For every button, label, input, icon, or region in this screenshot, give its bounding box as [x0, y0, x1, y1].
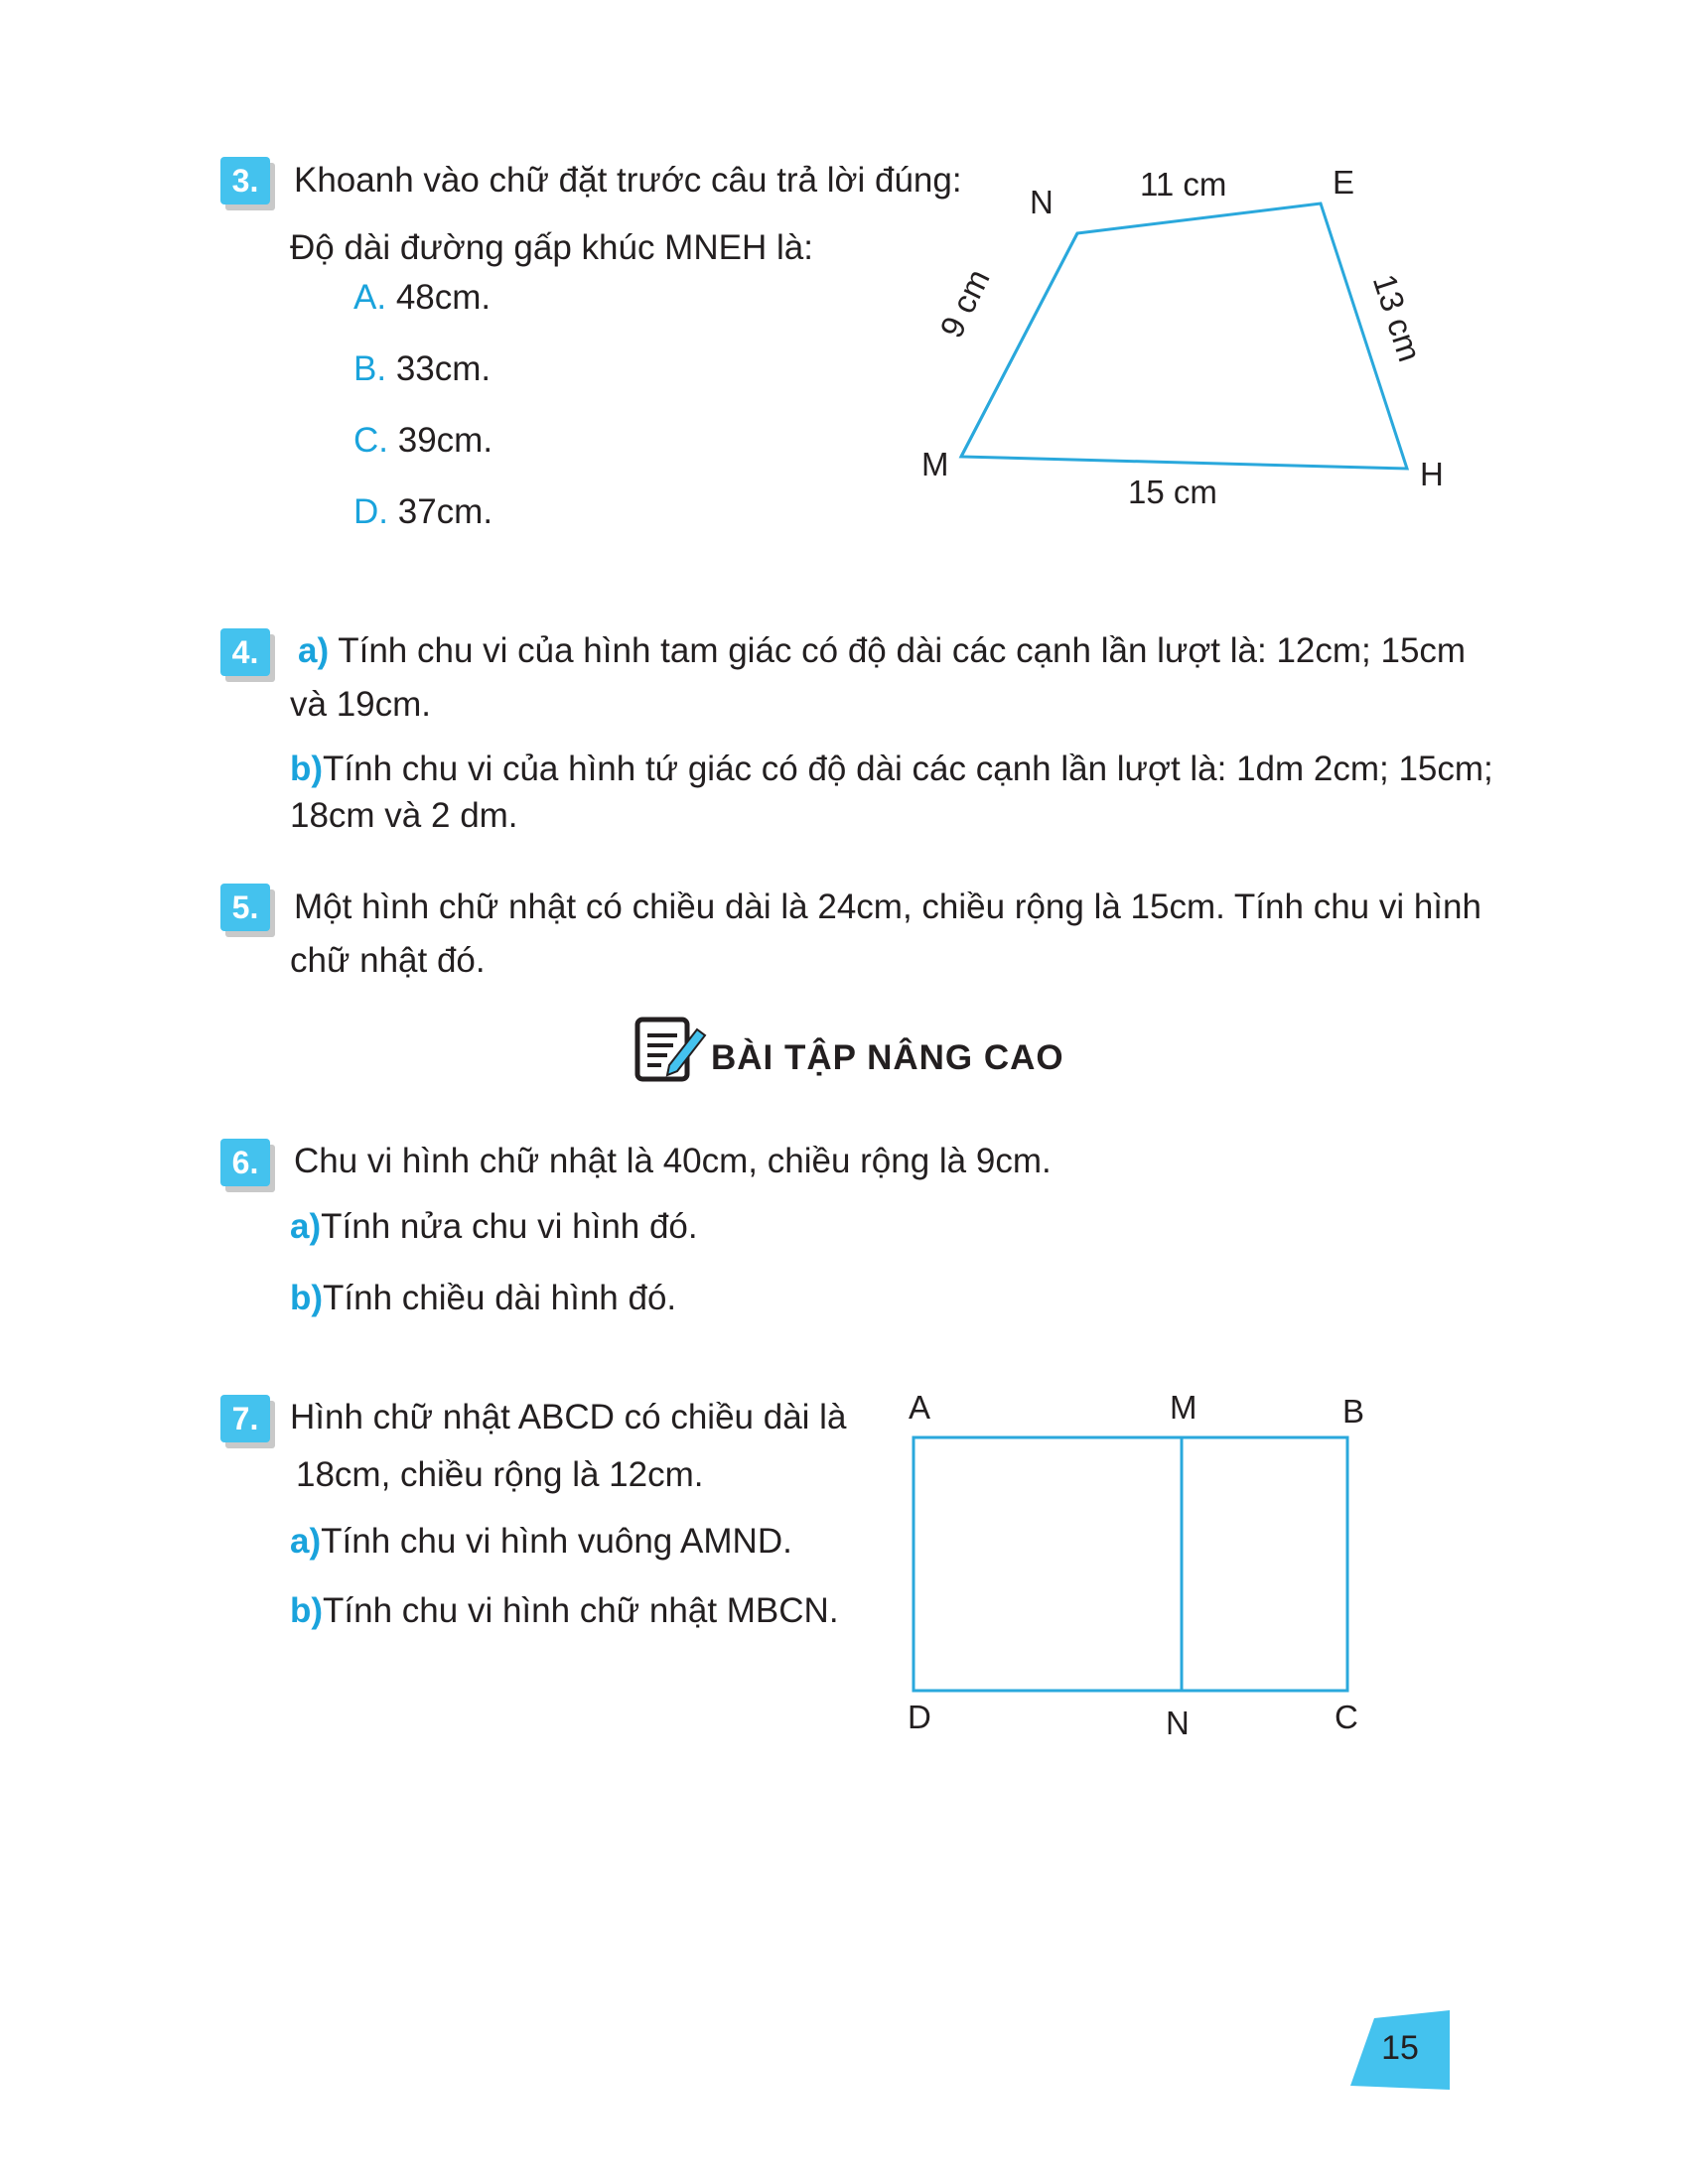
question-5-line2: chữ nhật đó. — [290, 941, 486, 980]
part-b-text: Tính chiều dài hình đó. — [323, 1279, 677, 1317]
question-number: 3. — [220, 157, 270, 205]
page-number: 15 — [1381, 2029, 1419, 2067]
vertex-label-h: H — [1420, 456, 1444, 492]
length-label-mh: 15 cm — [1128, 474, 1217, 510]
question-number: 5. — [220, 884, 270, 931]
part-a-text: Tính nửa chu vi hình đó. — [321, 1207, 698, 1246]
rectangle-outline — [914, 1437, 1347, 1691]
question-prompt: Khoanh vào chữ đặt trước câu trả lời đúng: — [294, 161, 962, 200]
part-a-text: Tính chu vi của hình tam giác có độ dài các cạnh lần lượt là: 12cm; 15cm — [338, 631, 1467, 670]
vertex-label-m: M — [1170, 1389, 1197, 1426]
option-letter: D. — [353, 492, 388, 531]
question-number: 7. — [220, 1395, 270, 1442]
vertex-label-m: M — [921, 446, 949, 482]
question-4b-line2: 18cm và 2 dm. — [290, 796, 518, 835]
question-6-prompt: Chu vi hình chữ nhật là 40cm, chiều rộng là 9cm. — [294, 1142, 1052, 1180]
part-a-text: Tính chu vi hình vuông AMND. — [321, 1522, 792, 1561]
vertex-label-e: E — [1333, 164, 1355, 201]
page-number-tab — [1350, 2010, 1450, 2090]
question-number: 4. — [220, 628, 270, 676]
option-letter: C. — [353, 421, 388, 460]
question-text: Độ dài đường gấp khúc MNEH là: — [290, 228, 813, 267]
vertex-label-c: C — [1335, 1699, 1358, 1735]
question-4a-line2: và 19cm. — [290, 685, 431, 724]
option-letter: A. — [353, 278, 387, 317]
vertex-label-n: N — [1030, 184, 1054, 220]
option-text: 39cm. — [397, 421, 493, 460]
part-b-text: Tính chu vi của hình tứ giác có độ dài các cạnh lần lượt là: 1dm 2cm; 15cm; — [323, 750, 1493, 788]
option-letter: B. — [353, 349, 387, 388]
option-text: 33cm. — [395, 349, 492, 388]
vertex-label-n: N — [1166, 1705, 1190, 1741]
part-label-a: a) — [290, 1207, 322, 1246]
part-label-a: a) — [290, 1522, 322, 1561]
question-7-line2: 18cm, chiều rộng là 12cm. — [296, 1455, 704, 1494]
part-label-b: b) — [290, 1279, 324, 1317]
part-label-b: b) — [290, 1591, 324, 1630]
question-7-line1: Hình chữ nhật ABCD có chiều dài là — [290, 1398, 847, 1436]
option-text: 37cm. — [397, 492, 493, 531]
vertex-label-b: B — [1342, 1393, 1365, 1430]
part-label-b: b) — [290, 750, 324, 788]
length-label-mn: 9 cm — [932, 263, 997, 343]
question-5-line1: Một hình chữ nhật có chiều dài là 24cm, chiều rộng là 15cm. Tính chu vi hình — [294, 887, 1481, 926]
question-number: 6. — [220, 1139, 270, 1186]
section-title: BÀI TẬP NÂNG CAO — [711, 1038, 1064, 1077]
length-label-eh: 13 cm — [1365, 269, 1429, 366]
part-label-a: a) — [298, 631, 330, 670]
part-b-text: Tính chu vi hình chữ nhật MBCN. — [323, 1591, 839, 1630]
vertex-label-d: D — [908, 1699, 931, 1735]
vertex-label-a: A — [909, 1389, 931, 1426]
length-label-ne: 11 cm — [1140, 166, 1227, 203]
option-text: 48cm. — [395, 278, 492, 317]
